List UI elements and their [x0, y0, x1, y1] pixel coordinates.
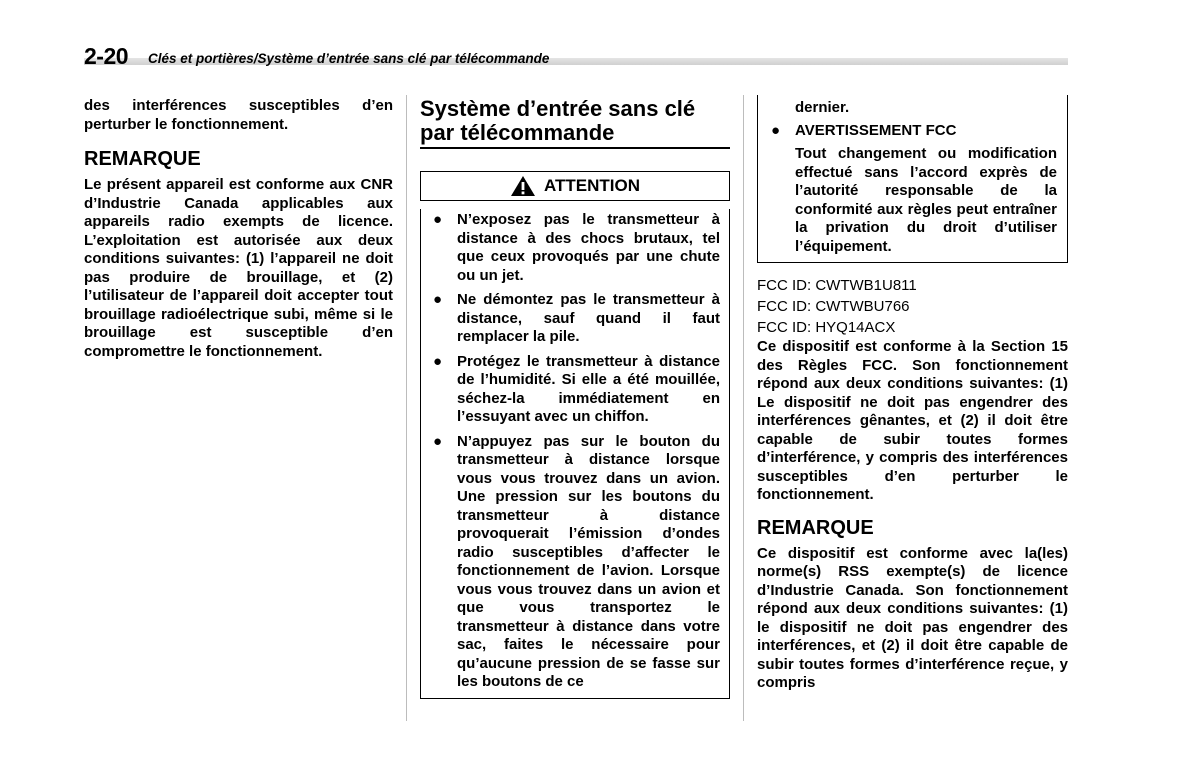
remark-text: Ce dispositif est conforme avec la(les) norme(s) RSS exempte(s) de licence d’Industrie Canada. Son fonctionnement répond aux deux conditions suivantes: (1) le dispositif ne doit pas engendrer des interférences, et (2) il doit être capable de subir toutes formes d’interférence reçue, y compris	[757, 544, 1068, 691]
warning-list	[430, 211, 720, 692]
warning-text: N’appuyez pas sur le bouton du transmetteur à distance lorsque vous vous trouvez dans un avion. Une pression sur les boutons du transmetteur à distance provoquerait l’émission d’ondes radio susceptibles d’affecter le fonctionnement de l’avion. Lorsque vous vous trouvez dans un avion et que vous transportez le transmetteur à distance dans votre sac, faites le nécessaire pour qu’aucune pression de se fasse sur les boutons de ce	[457, 432, 720, 690]
bullet-icon: ●	[433, 291, 443, 308]
fcc-warning-title: AVERTISSEMENT FCC	[795, 121, 957, 139]
bullet-icon: ●	[433, 211, 443, 228]
fcc-id: FCC ID: HYQ14ACX	[757, 319, 896, 336]
warning-text: Ne démontez pas le transmetteur à distance, sauf quand il faut remplacer la pile.	[457, 291, 720, 345]
chapter-title: Clés et portières/Système d’entrée sans clé par télécommande	[148, 51, 550, 66]
attention-label: ATTENTION	[543, 176, 640, 195]
fcc-warning-list	[768, 122, 1057, 257]
warning-text: Protégez le transmetteur à distance de l’humidité. Si elle a été mouillée, séchez-la immédiatement en l’essuyant avec un chiffon.	[457, 352, 720, 425]
attention-content	[420, 209, 730, 699]
attention-continuation-box	[757, 95, 1068, 263]
fcc-statement: Ce dispositif est conforme à la Section 15 des Règles FCC. Son fonctionnement répond aux deux conditions suivantes: (1) Le dispositif ne doit pas engendrer des interférences gênantes, et (2) il doit être capable de subir toutes formes d’interférence, y compris des interférences susceptibles d’en perturber le fonctionnement.	[757, 338, 1068, 503]
list-item	[430, 211, 720, 285]
page-header	[84, 43, 1068, 69]
remark-text: Le présent appareil est conforme aux CNR d’Industrie Canada applicables aux appareils radio exempts de licence. L’exploitation est autorisée aux deux conditions suivantes: (1) l’appareil ne doit pas produire de brouillage, et (2) l’utilisateur de l’appareil doit accepter tout brouillage radioélectrique subi, même si le brouillage est susceptible d’en compromettre le fonctionnement.	[84, 176, 393, 360]
remark-heading: REMARQUE	[757, 516, 874, 539]
column-divider	[406, 95, 407, 721]
remark-heading: REMARQUE	[84, 148, 201, 170]
section-title: Système d’entrée sans clé par télécommande	[420, 97, 730, 149]
bullet-icon: ●	[433, 432, 443, 450]
list-item	[430, 353, 720, 427]
column-divider	[743, 95, 744, 721]
fcc-id: FCC ID: CWTWB1U811	[757, 277, 917, 294]
warning-text: N’exposez pas le transmetteur à distance à des chocs brutaux, tel que ceux provoqués par une chute ou un jet.	[457, 211, 720, 284]
warning-triangle-icon	[510, 175, 536, 197]
continuation-text: dernier.	[795, 99, 850, 116]
fcc-id: FCC ID: CWTWBU766	[757, 298, 910, 315]
bullet-icon: ●	[771, 121, 781, 139]
column-right	[757, 97, 1068, 693]
list-item	[430, 433, 720, 692]
list-item	[768, 122, 1057, 257]
column-middle	[420, 97, 730, 699]
page-number: 2-20	[84, 43, 129, 69]
attention-banner	[420, 171, 730, 201]
bullet-icon: ●	[433, 352, 443, 370]
list-item	[430, 291, 720, 347]
intro-text: des interférences susceptibles d’en perturber le fonctionnement.	[84, 97, 393, 133]
fcc-warning-text: Tout changement ou modification effectué sans l’accord exprès de l’autorité responsable de la conformité aux règles peut entraîner la privation du droit d’utiliser l’équipement.	[795, 145, 1057, 255]
column-left	[84, 97, 393, 361]
